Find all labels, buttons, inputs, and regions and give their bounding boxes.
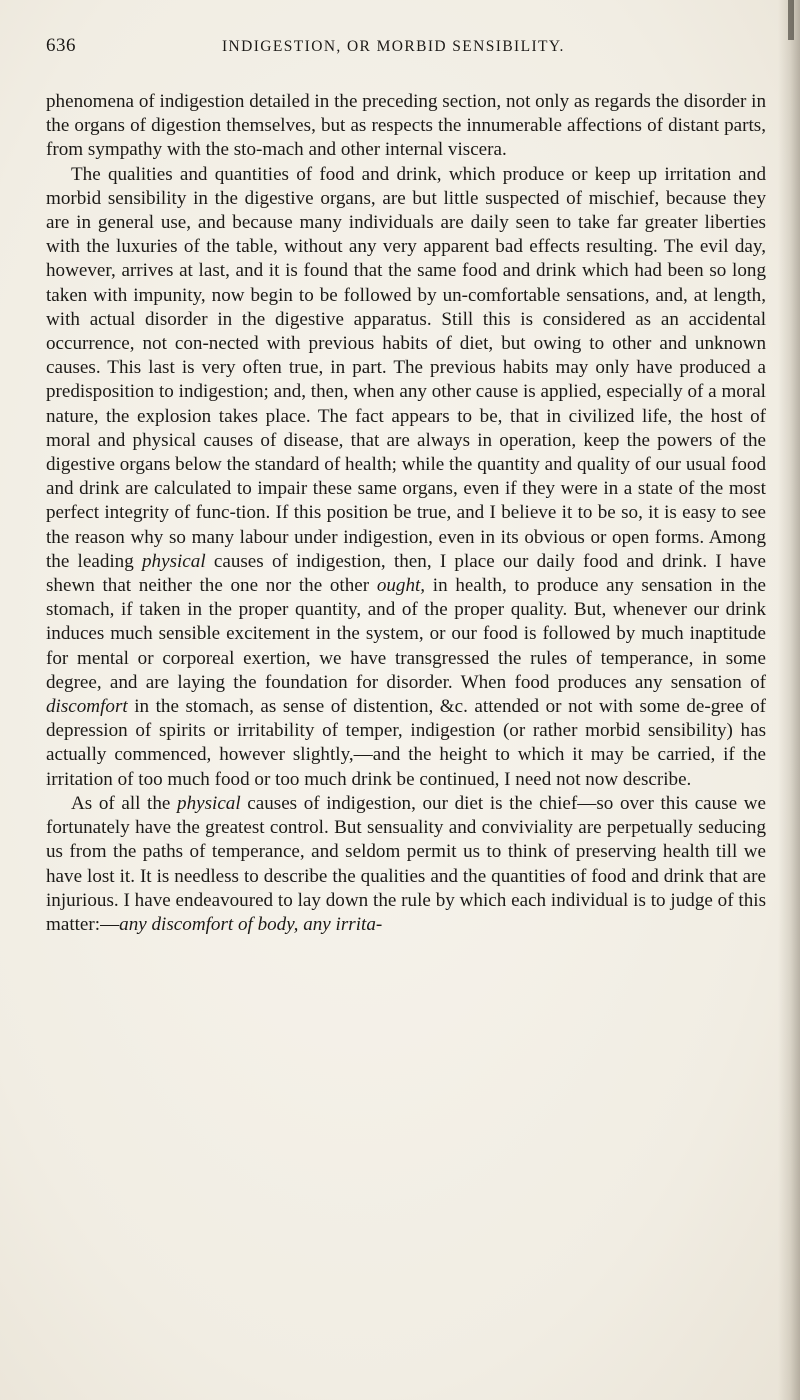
text-run: As of all the [71, 792, 178, 814]
text-run: causes of indigestion, then, I place our daily food and drink. I have shewn that neither the one nor the other [46, 550, 766, 597]
italic-text-run: physical [142, 550, 206, 572]
text-run: The qualities and quantities of food and drink, which produce or keep up irritation and morbid sensibility in the digestive organs, are but little suspected of mischief, because they are in general use, and because many individuals are daily seen to take far greater liberties with the luxuries of the table, without any very apparent bad effects resulting. The evil day, however, arrives at last, and it is found that the same food and drink which had been so long taken with impunity, now begin to be followed by un-comfortable sensations, and, at length, with actual disorder in the digestive apparatus. Still this is considered as an accidental occurrence, not con-nected with previous habits of diet, but owing to other and unknown causes. This last is very often true, in part. The previous habits may only have produced a predisposition to indigestion; and, then, when any other cause is applied, especially of a moral nature, the explosion takes place. The fact appears to be, that in civilized life, the host of moral and physical causes of disease, that are always in operation, keep the powers of the digestive organs below the standard of health; while the quantity and quality of our usual food and drink are calculated to impair these same organs, even if they were in a state of the most perfect integrity of func-tion. If this position be true, and I believe it to be so, it is easy to see the reason why so many labour under indigestion, even in its obvious or open forms. Among the leading [46, 163, 766, 572]
paragraph-continued [46, 90, 766, 163]
running-title: INDIGESTION, OR MORBID SENSIBILITY. [222, 38, 565, 55]
paragraph-food-and-drink [46, 163, 766, 792]
page-binding-shadow [778, 0, 800, 1400]
text-run: in the stomach, as sense of distention, &c. attended or not with some de-gree of depression of spirits or irritability of temper, indigestion (or rather morbid sensibility) has actually commenced, however slightly,—and the height to which it may be carried, if the irritation of too much food or too much drink be continued, I need not now describe. [46, 696, 766, 790]
paragraph-physical-causes [46, 792, 766, 937]
body-text [46, 90, 766, 937]
text-run: phenomena of indigestion detailed in the preceding section, not only as regards the disorder in the organs of digestion themselves, but as respects the innumerable affections of distant parts, from sympathy with the sto-mach and other internal viscera. [46, 91, 766, 161]
text-run: in health, to produce any sensation in the stomach, if taken in the proper quantity, and of the proper quality. But, whenever our drink induces much sensible excitement in the system, or our food is followed by much inaptitude for mental or corporeal exertion, we have transgressed the rules of temperance, in some degree, and are laying the foundation for disorder. When food produces any sensation of [46, 575, 766, 693]
page-edge-mark [788, 0, 794, 40]
text-run: causes of indigestion, our diet is the chief—so over this cause we fortunately have the greatest control. But sensuality and conviviality are perpetually seducing us from the paths of temperance, and seldom permit us to think of preserving health till we have lost it. It is needless to describe the qualities and the quantities of food and drink that are injurious. I have endeavoured to lay down the rule by which each individual is to judge of this matter:— [46, 792, 766, 935]
page-number: 636 [46, 35, 76, 56]
italic-text-run: any discomfort of body, any irrita- [119, 913, 383, 935]
italic-text-run: discomfort [46, 696, 128, 718]
running-head [46, 35, 766, 61]
italic-text-run: physical [177, 792, 241, 814]
italic-text-run: ought, [376, 575, 426, 597]
